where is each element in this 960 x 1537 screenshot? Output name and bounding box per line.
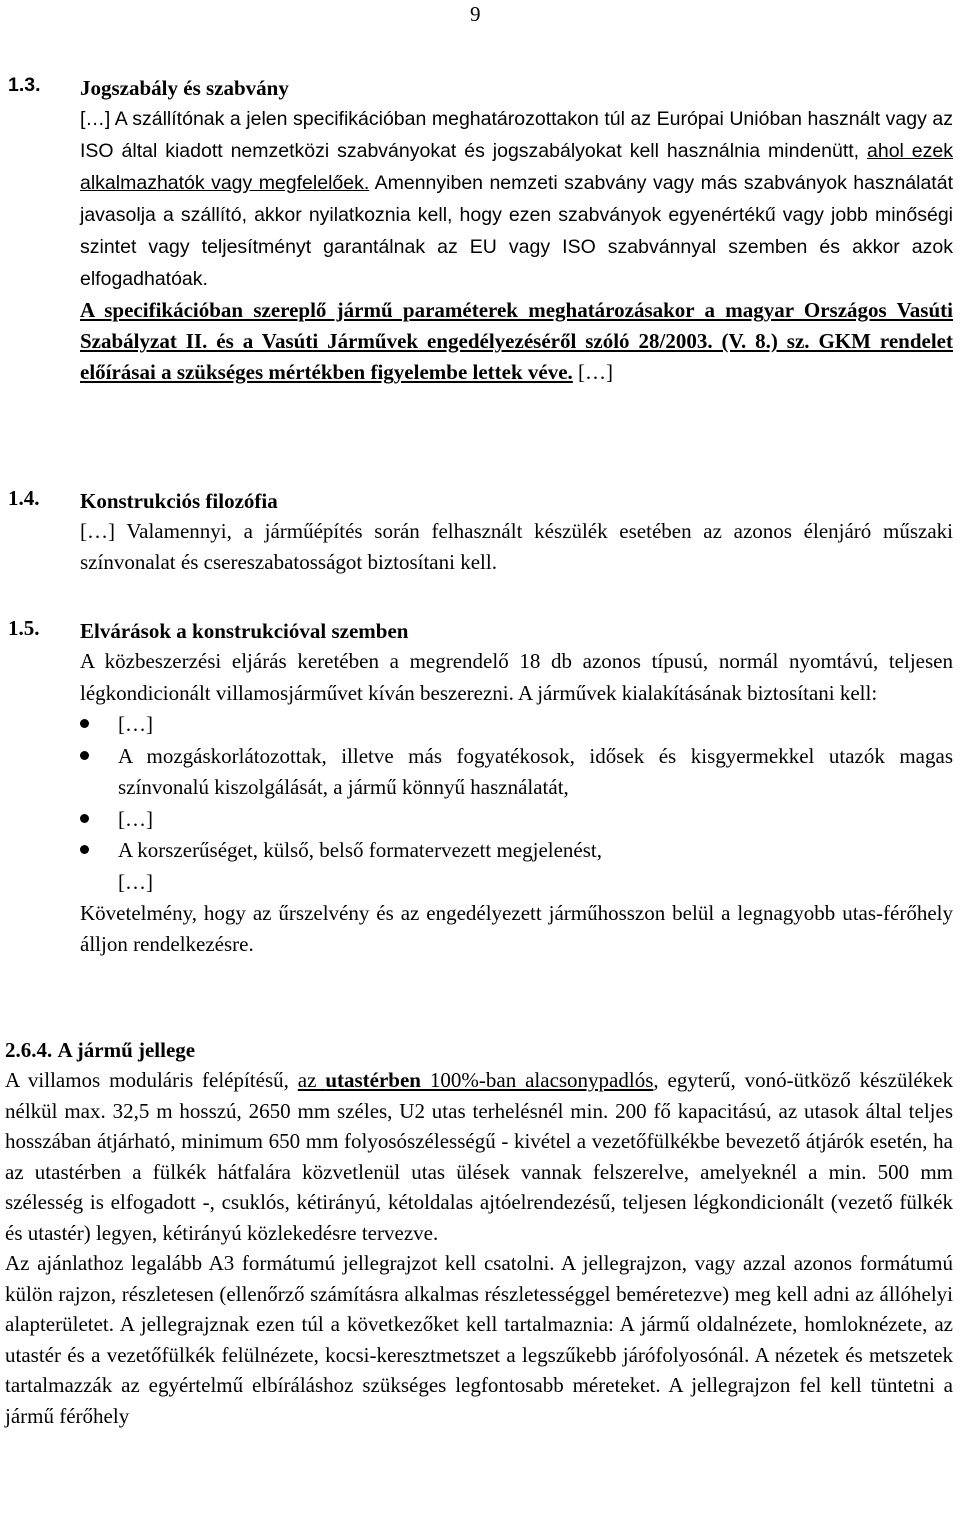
bullet-list <box>80 709 953 898</box>
underlined-text: 100%-ban alacsonypadlós <box>421 1068 654 1092</box>
paragraph: A közbeszerzési eljárás keretében a megrendelő 18 db azonos típusú, normál nyomtávú, teljesen légkondicionált villamosjárművet kíván beszerezni. A járművek kialakításának biztosítani kell: <box>80 649 953 705</box>
bold-underlined-text: utastérben <box>325 1068 421 1092</box>
section-heading <box>5 1035 953 1065</box>
underlined-text: az <box>297 1068 326 1092</box>
underlined-text: ahol ezek alkalmazhatók vagy megfelelőek. <box>80 140 953 194</box>
section-title: A jármű jellege <box>57 1038 196 1062</box>
section-title: Elvárások a konstrukcióval szemben <box>80 619 409 643</box>
paragraph <box>5 1065 953 1248</box>
paragraph: Az ajánlathoz legalább A3 formátumú jellegrajzot kell csatolni. A jellegrajzon, vagy azzal azonos formátumú külön rajzon, részletesen (ellenőrző számításra alkalmas részletességgel beméretezve) meg kell adni az állóhelyi alapterületet. A jellegrajznak ezen túl a következőket kell tartalmaznia: A jármű oldalnézete, homloknézete, az utastér és a vezetőfülkék felülnézete, kocsi-keresztmetszet a legszűkebb járófolyosónál. A nézetek és metszetek tartalmazzák az egyértelmű elbíráláshoz szükséges legfontosabb méreteket. A jellegrajzon fel kell tüntetni a jármű férőhely <box>5 1251 953 1428</box>
text: […] A szállítónak a jelen specifikációban meghatározottakon túl az Európai Unióban használt vagy az ISO által kiadott nemzetközi szabványokat és jogszabályokat kell használnia mindenütt, <box>80 108 953 162</box>
list-item: A korszerűséget, külső, belső formatervezett megjelenést, <box>80 835 953 867</box>
text: […] <box>572 360 614 384</box>
list-item: […] <box>80 709 953 741</box>
section-number: 1.4. <box>8 486 40 510</box>
section-1-5 <box>8 616 953 960</box>
section-title: Konstrukciós filozófia <box>80 489 278 513</box>
list-item: […] <box>80 804 953 836</box>
list-item: A mozgáskorlátozottak, illetve más fogyatékosok, idősek és kisgyermekkel utazók magas színvonalú kiszolgálását, a jármű könnyű használatát, <box>80 741 953 804</box>
text: A villamos moduláris felépítésű, <box>5 1068 298 1092</box>
section-1-3 <box>8 73 953 388</box>
paragraph: Követelmény, hogy az űrszelvény és az engedélyezett járműhosszon belül a legnagyobb utas-férőhely álljon rendelkezésre. <box>80 901 953 956</box>
section-1-4 <box>8 486 953 578</box>
paragraph <box>80 103 953 295</box>
section-number: 1.3. <box>8 74 41 96</box>
section-title: Jogszabály és szabvány <box>80 76 289 100</box>
text: Amennyiben nemzeti szabvány vagy más szabványok használatát javasolja a szállító, akkor nyilatkoznia kell, hogy ezen szabványok egyenértékű vagy jobb minőségi szintet vagy teljesítményt garantálnak az EU vagy ISO szabvánnyal szemben és akkor azok elfogadhatóak. <box>80 172 953 290</box>
list-item: […] <box>118 869 153 894</box>
page-number: 9 <box>470 2 481 26</box>
paragraph <box>80 295 953 388</box>
section-number: 1.5. <box>8 616 40 640</box>
bold-underlined-text: A specifikációban szereplő jármű paraméterek meghatározásakor a magyar Országos Vasúti Szabályzat II. és a Vasúti Járművek engedélyezéséről szóló 28/2003. (V. 8.) sz. GKM rendelet előírásai a szükséges mértékben figyelembe lettek véve. <box>80 298 953 384</box>
paragraph: […] Valamennyi, a járműépítés során felhasznált készülék esetében az azonos élenjáró műszaki színvonalat és csereszabatosságot biztosítani kell. <box>80 519 953 574</box>
text: , egyterű, vonó-ütköző készülékek nélkül max. 32,5 m hosszú, 2650 mm széles, U2 utas terhelésnél min. 200 fő kapacitású, az utasok által teljes hosszában átjárható, minimum 650 mm folyosószélességű - kivétel a vezetőfülkékbe bevezető átjárók esetén, ha az utastérben a fülkék hátfalára közvetlenül utas ülések vannak felszerelve, amelyeknél a min. 500 mm szélesség is elfogadott -, csuklós, kétirányú, kétoldalas ajtóelrendezésű, teljesen légkondicionált (vezető fülkék és utastér) legyen, kétirányú közlekedésre tervezve. <box>5 1068 953 1245</box>
section-2-6-4 <box>5 1035 953 1431</box>
section-number: 2.6.4. <box>5 1038 53 1062</box>
